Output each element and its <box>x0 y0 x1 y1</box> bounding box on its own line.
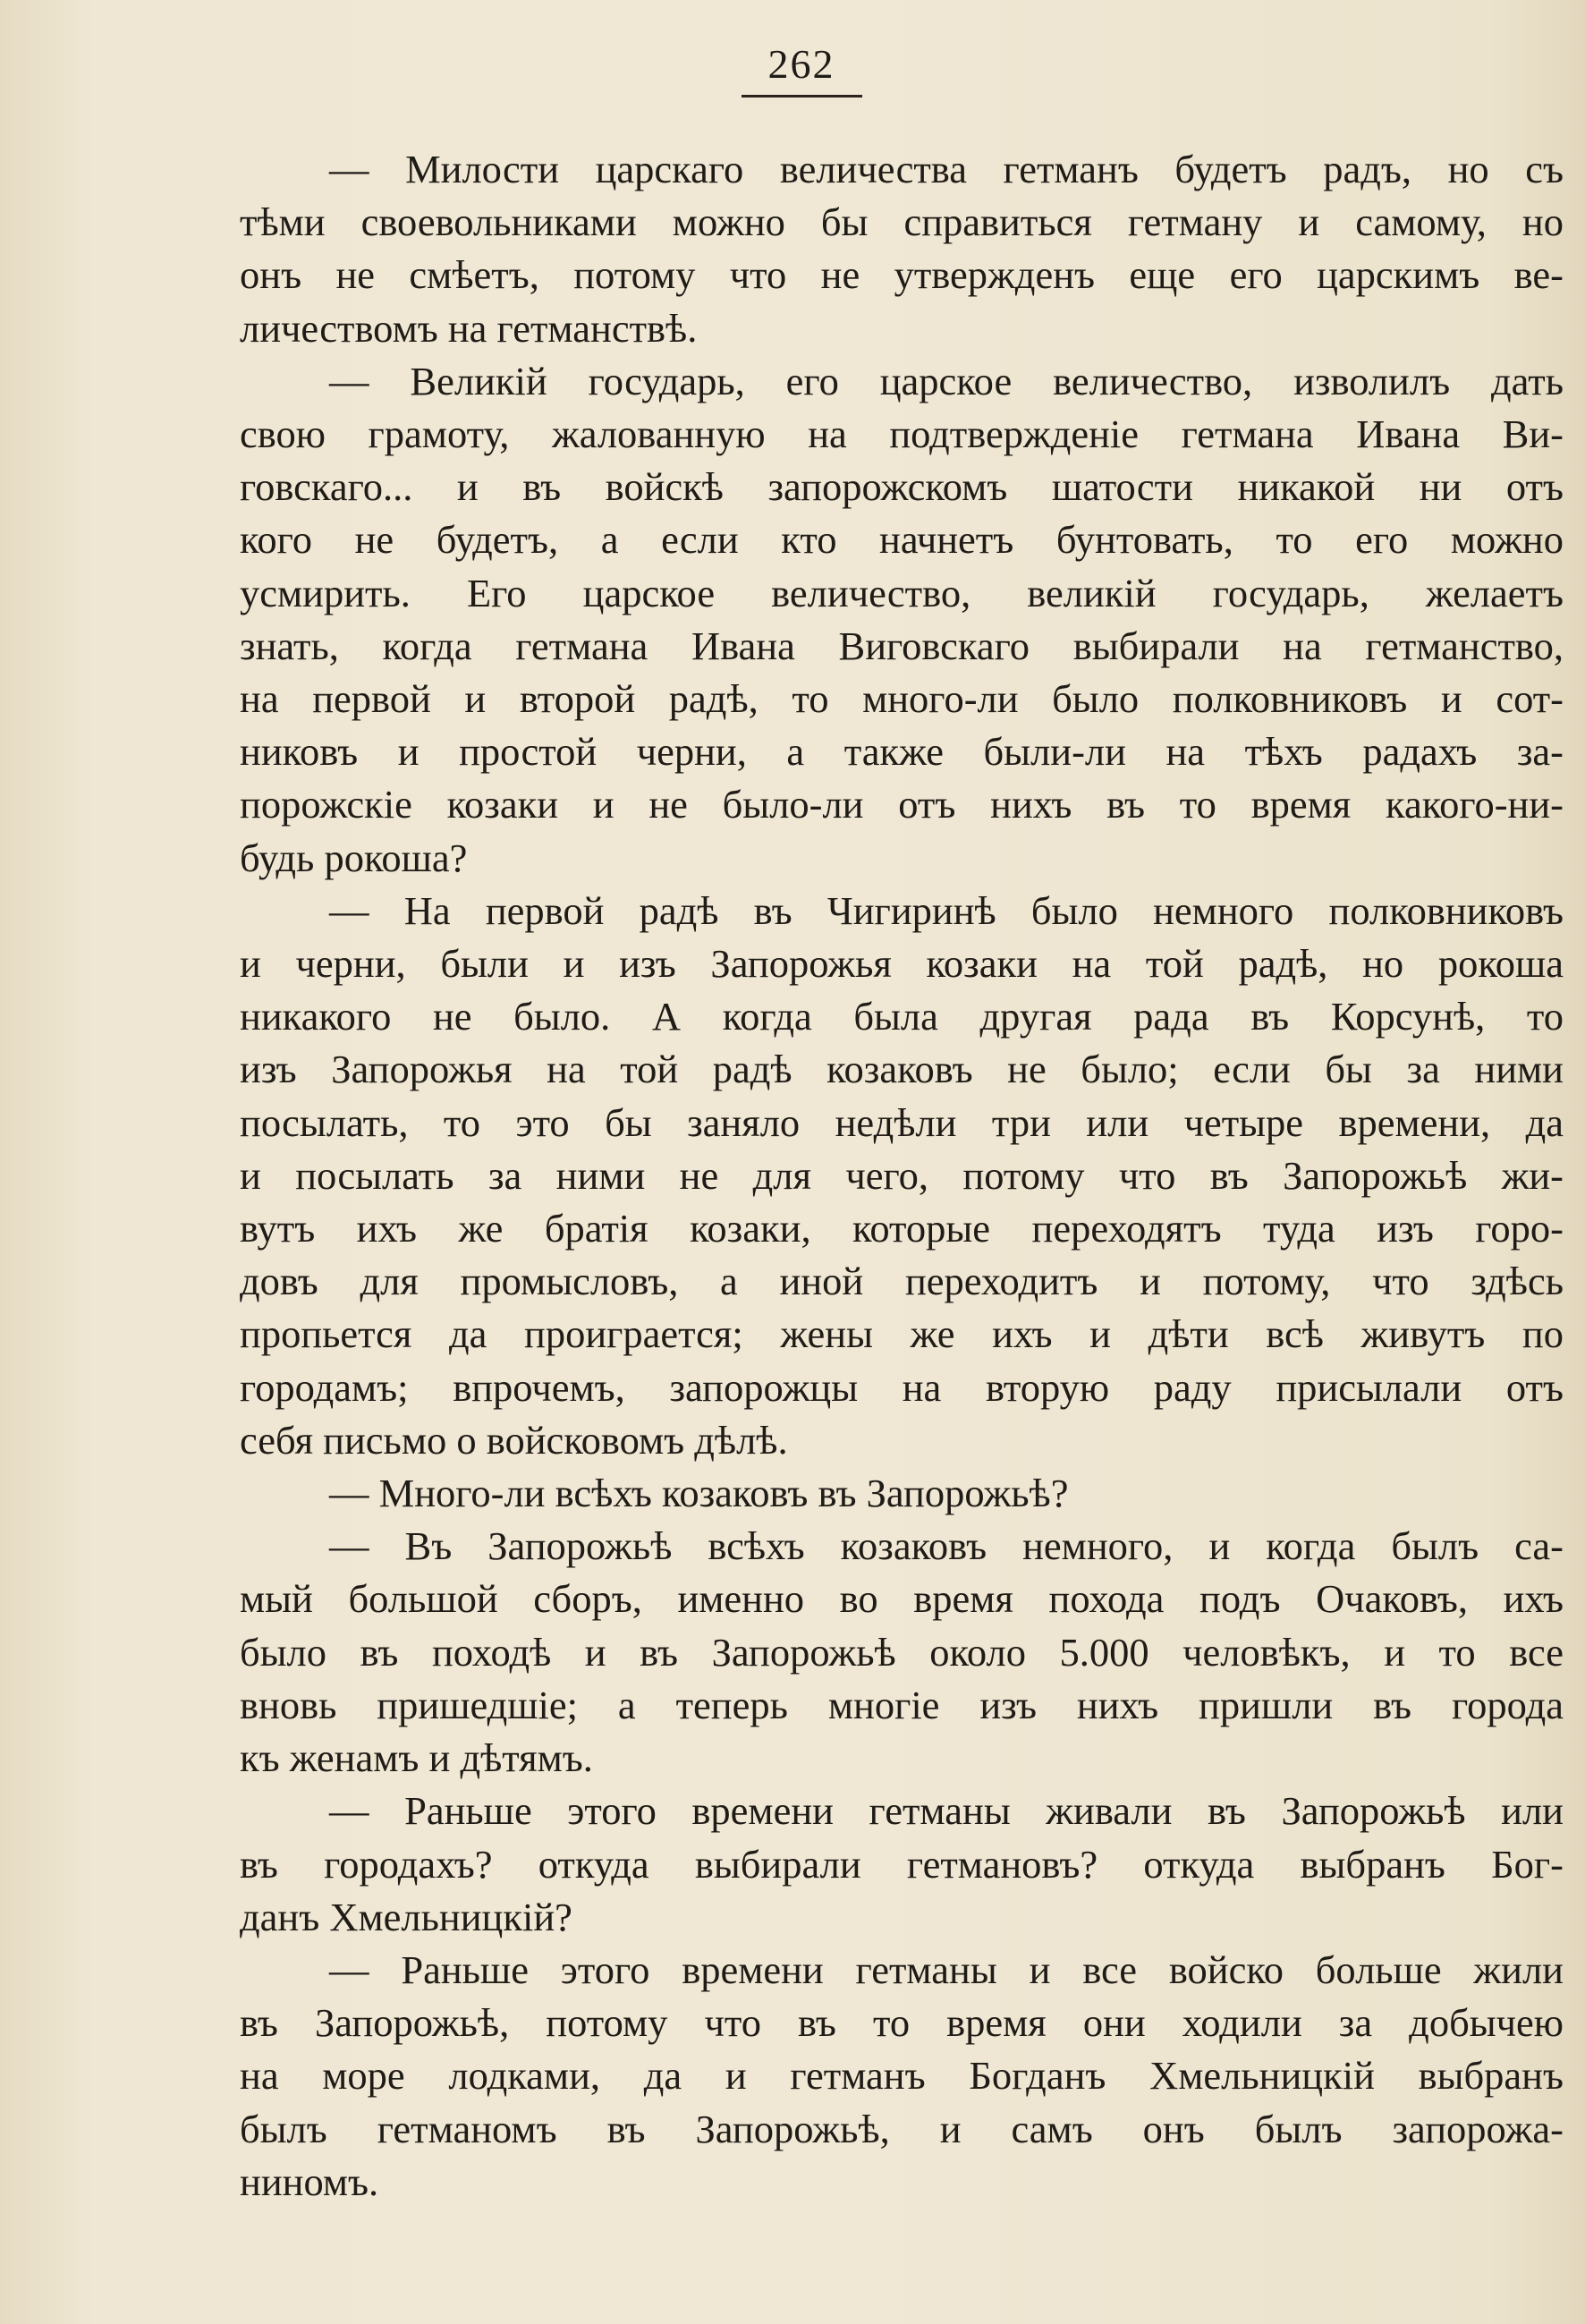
text-line: городамъ; впрочемъ, запорожцы на вторую раду присылали отъ <box>240 1364 1564 1410</box>
text-line: мый большой сборъ, именно во время похода подъ Очаковъ, ихъ <box>240 1576 1564 1622</box>
text-line: никакого не было. А когда была другая рада въ Корсунѣ, то <box>240 994 1564 1039</box>
page-number: 262 <box>742 40 862 98</box>
text-line: личествомъ на гетманствѣ. <box>240 305 698 351</box>
text-line: — Раньше этого времени гетманы живали въ Запорожьѣ или <box>329 1788 1564 1834</box>
paragraph <box>150 1785 1564 1944</box>
text-line: вновь пришедшіе; а теперь многіе изъ нихъ пришли въ города <box>240 1682 1564 1727</box>
text-line: говскаго... и въ войскѣ запорожскомъ шатости никакой ни отъ <box>240 464 1564 510</box>
text-line: вутъ ихъ же братія козаки, которые переходятъ туда изъ горо- <box>240 1206 1564 1251</box>
paragraph <box>150 1520 1564 1785</box>
text-line: ниномъ. <box>240 2159 379 2204</box>
text-line: и черни, были и изъ Запорожья козаки на той радѣ, но рокоша <box>240 941 1564 987</box>
text-line: — Милости царскаго величества гетманъ будетъ радъ, но съ <box>329 147 1564 191</box>
text-line: знать, когда гетмана Ивана Виговскаго выбирали на гетманство, <box>240 623 1564 668</box>
text-line: никовъ и простой черни, а также были-ли на тѣхъ радахъ за- <box>240 729 1564 775</box>
text-line: на первой и второй радѣ, то много-ли было полковниковъ и сот- <box>240 676 1564 722</box>
text-line: — Много-ли всѣхъ козаковъ въ Запорожьѣ? <box>329 1471 1069 1516</box>
text-line: данъ Хмельницкій? <box>240 1894 572 1939</box>
text-line: было въ походѣ и въ Запорожьѣ около 5.000 человѣкъ, и то все <box>240 1629 1564 1675</box>
text-line: — Въ Запорожьѣ всѣхъ козаковъ немного, и когда былъ са- <box>329 1523 1564 1569</box>
text-line: тѣми своевольниками можно бы справиться гетману и самому, но <box>240 199 1564 245</box>
paragraph <box>150 1944 1564 2209</box>
text-line: кого не будетъ, а если кто начнетъ бунтовать, то его можно <box>240 517 1564 563</box>
text-line: и посылать за ними не для чего, потому что въ Запорожьѣ жи- <box>240 1152 1564 1198</box>
paragraph <box>150 885 1564 1467</box>
text-line: былъ гетманомъ въ Запорожьѣ, и самъ онъ былъ запорожа- <box>240 2106 1564 2151</box>
text-line: на море лодками, да и гетманъ Богданъ Хмельницкій выбранъ <box>240 2053 1564 2099</box>
text-line: въ Запорожьѣ, потому что въ то время они ходили за добычею <box>240 2000 1564 2046</box>
text-line: изъ Запорожья на той радѣ козаковъ не было; если бы за ними <box>240 1047 1564 1092</box>
paragraph <box>150 355 1564 885</box>
text-line: къ женамъ и дѣтямъ. <box>240 1735 593 1781</box>
text-line: усмирить. Его царское величество, великій государь, желаетъ <box>240 570 1564 615</box>
text-line: будь рокоша? <box>240 835 468 880</box>
paragraph <box>150 1467 1564 1520</box>
text-line: — Раньше этого времени гетманы и все войско больше жили <box>329 1947 1564 1992</box>
text-line: порожскіе козаки и не было-ли отъ нихъ въ то время какого-ни- <box>240 782 1564 827</box>
text-line: довъ для промысловъ, а иной переходитъ и потому, что здѣсь <box>240 1259 1564 1304</box>
paragraph <box>150 143 1564 355</box>
text-line: посылать, то это бы заняло недѣли три или четыре времени, да <box>240 1099 1564 1145</box>
page-header <box>0 40 1585 98</box>
text-line: себя письмо о войсковомъ дѣлѣ. <box>240 1417 788 1463</box>
text-line: въ городахъ? откуда выбирали гетмановъ? откуда выбранъ Бог- <box>240 1841 1564 1887</box>
body-text <box>150 143 1564 2209</box>
text-line: — Великій государь, его царское величество, изволилъ дать <box>329 358 1564 403</box>
text-line: пропьется да проиграется; жены же ихъ и дѣти всѣ живутъ по <box>240 1311 1564 1357</box>
text-line: онъ не смѣетъ, потому что не утвержденъ еще его царскимъ ве- <box>240 252 1564 298</box>
text-line: свою грамоту, жалованную на подтвержденіе гетмана Ивана Ви- <box>240 411 1564 457</box>
text-line: — На первой радѣ въ Чигиринѣ было немного полковниковъ <box>329 887 1564 933</box>
